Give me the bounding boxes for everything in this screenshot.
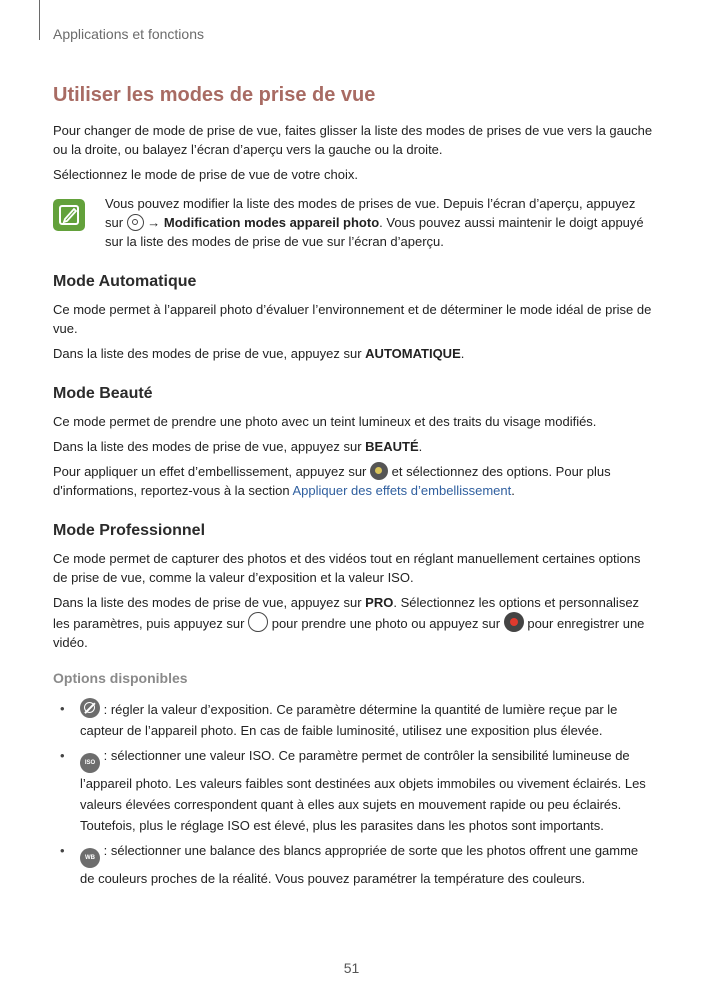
section-beauty — [53, 385, 653, 500]
note-pencil-icon — [53, 199, 85, 231]
auto-description: Ce mode permet à l’appareil photo d’évaluer l’environnement et de déterminer le mode idéal de prise de vue. — [53, 302, 652, 336]
page-title: Utiliser les modes de prise de vue — [53, 84, 376, 106]
option-white-balance: • WB : sélectionner une balance des blancs appropriée de sorte que les photos offrent une gamme de couleurs proches de la réalité. Vous pouvez paramétrer la température des couleurs. — [80, 840, 653, 889]
page-content — [53, 84, 653, 893]
intro-paragraph-2: Sélectionnez le mode de prise de vue de votre choix. — [53, 167, 358, 182]
intro-paragraph-1: Pour changer de mode de prise de vue, faites glisser la liste des modes de prises de vue vers la gauche ou la droite, ou balayez l’écran d’aperçu vers la gauche ou la droite. — [53, 123, 653, 157]
header-divider — [39, 0, 40, 40]
option-exposure: • : régler la valeur d’exposition. Ce paramètre détermine la quantité de lumière reçue par le capteur de l’appareil photo. En cas de faible luminosité, utilisez une exposition plus élevée. — [80, 698, 653, 741]
modification-modes-label: Modification modes appareil photo — [163, 215, 380, 230]
note-box — [53, 194, 653, 251]
beauty-apply-instruction: Pour appliquer un effet d’embellissement, appuyez sur et sélectionnez des options. Pour plus d'informations, reportez-vous à la section Appliquer des effets d’embellissement. — [53, 464, 611, 498]
shutter-icon — [248, 612, 268, 632]
beauty-heading: Mode Beauté — [53, 385, 153, 402]
beauty-effects-link[interactable]: Appliquer des effets d’embellissement — [292, 483, 512, 498]
pro-instruction: Dans la liste des modes de prise de vue, appuyez sur PRO. Sélectionnez les options et personnalisez les paramètres, puis appuyez sur pour prendre une photo ou appuyez sur pour enregistrer une vidéo. — [53, 595, 645, 650]
beauty-effect-icon — [370, 462, 388, 480]
pro-heading: Mode Professionnel — [53, 522, 206, 539]
iso-icon: ISO — [80, 753, 100, 773]
section-pro — [53, 522, 653, 889]
white-balance-icon: WB — [80, 848, 100, 868]
settings-gear-icon — [127, 214, 144, 231]
page-number: 51 — [343, 960, 360, 976]
auto-instruction: Dans la liste des modes de prise de vue, appuyez sur AUTOMATIQUE. — [53, 346, 465, 361]
exposure-icon — [80, 698, 100, 718]
option-iso: • ISO : sélectionner une valeur ISO. Ce paramètre permet de contrôler la sensibilité lumineuse de l’appareil photo. Les valeurs faibles sont destinées aux objets immobiles ou vivement éclairés. Les valeurs élevées correspondent quant à elles aux sujets en mouvement rapide ou peu éclairés. Toutefois, plus le réglage ISO est élevé, plus les parasites dans les photos sont importants. — [80, 745, 653, 836]
auto-heading: Mode Automatique — [53, 273, 197, 290]
note-text: Vous pouvez modifier la liste des modes de prises de vue. Depuis l’écran d’aperçu, appuyez sur → Modification modes appareil photo. Vous pouvez aussi maintenir le doigt appuyé sur la liste des modes de prise de vue sur l’écran d’aperçu. — [105, 196, 644, 249]
section-header: Applications et fonctions — [53, 26, 204, 42]
record-icon — [504, 612, 524, 632]
options-list — [53, 698, 653, 889]
section-auto — [53, 273, 653, 363]
options-heading: Options disponibles — [53, 670, 188, 686]
beauty-description: Ce mode permet de prendre une photo avec un teint lumineux et des traits du visage modifiés. — [53, 414, 597, 429]
beauty-instruction: Dans la liste des modes de prise de vue, appuyez sur BEAUTÉ. — [53, 439, 423, 454]
pro-description: Ce mode permet de capturer des photos et des vidéos tout en réglant manuellement certaines options de prise de vue, comme la valeur d’exposition et la valeur ISO. — [53, 551, 641, 585]
